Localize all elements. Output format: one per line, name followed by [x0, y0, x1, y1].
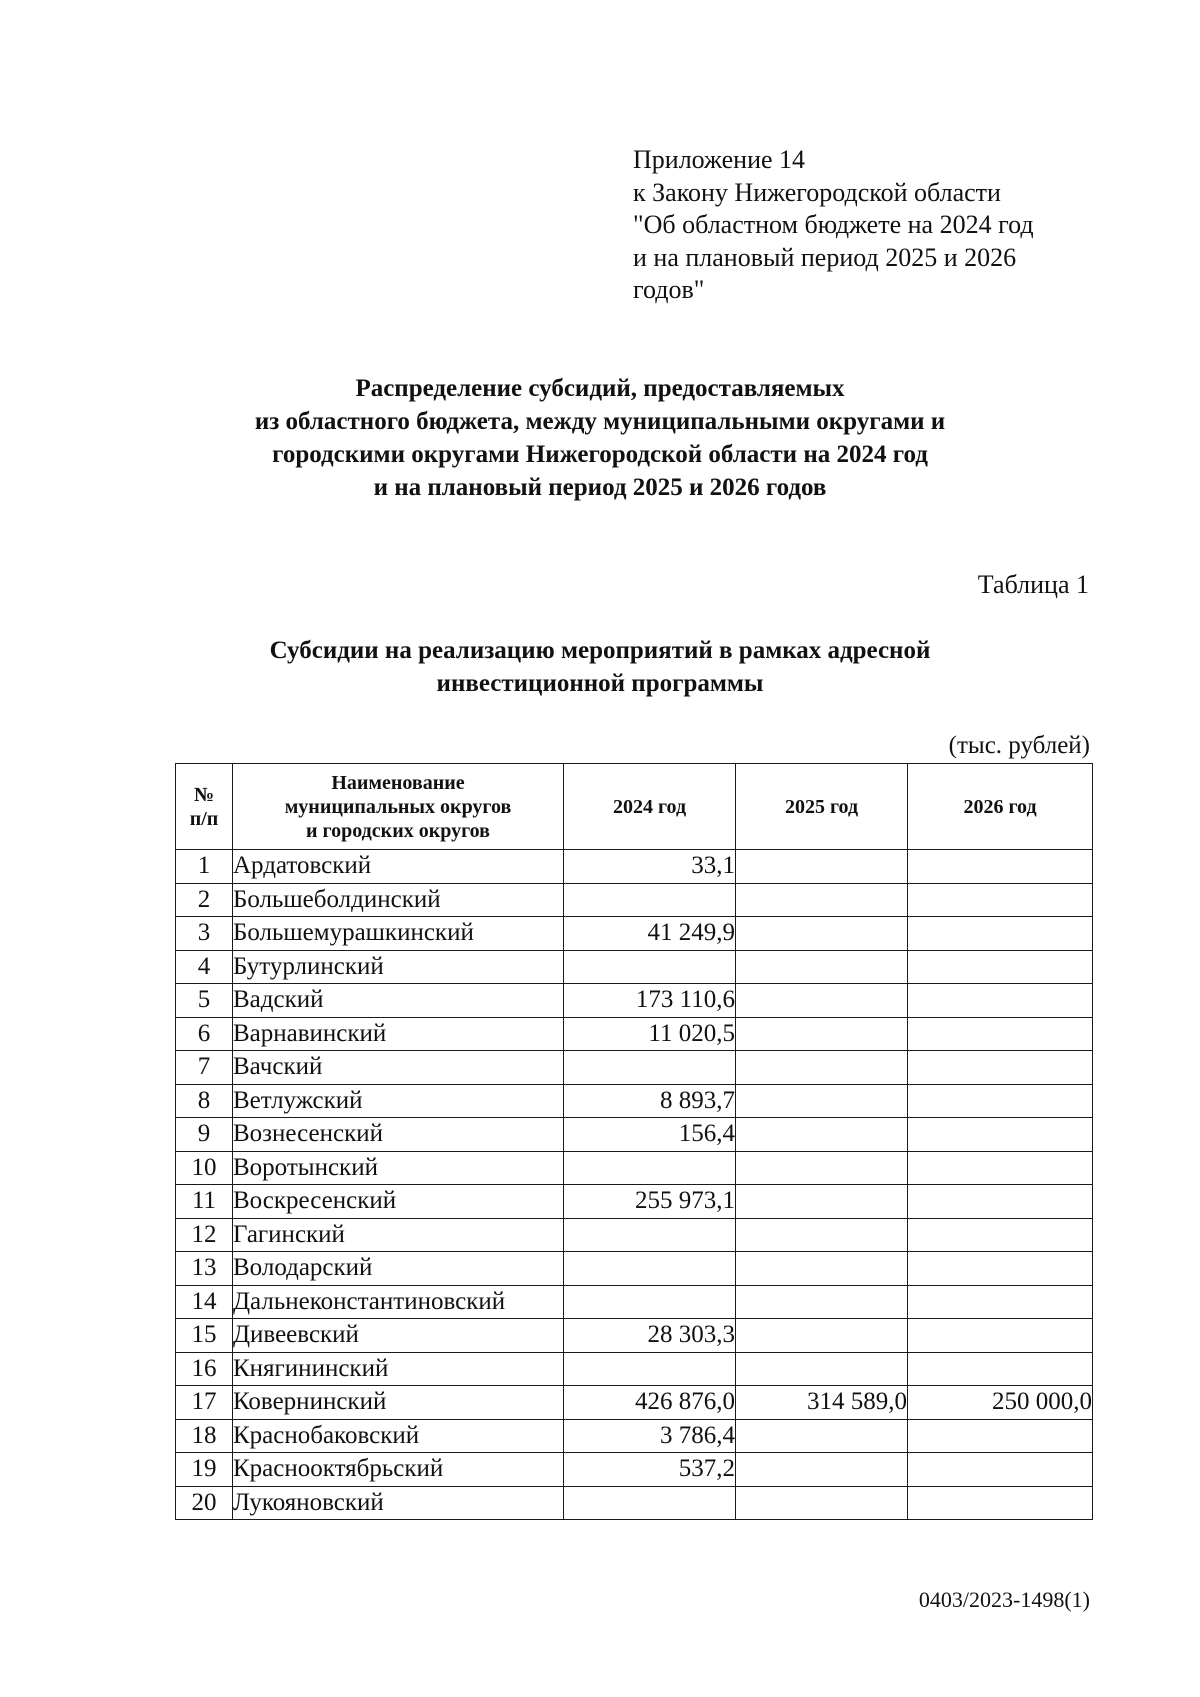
table-row	[176, 883, 1093, 917]
value-2025	[736, 1419, 908, 1453]
value-2024: 156,4	[564, 1118, 736, 1152]
value-2025	[736, 1285, 908, 1319]
district-name: Дивеевский	[233, 1319, 564, 1353]
district-name: Гагинский	[233, 1218, 564, 1252]
table-row	[176, 1419, 1093, 1453]
header-2024: 2024 год	[564, 764, 736, 850]
header-name-line: муниципальных округов	[284, 795, 512, 818]
value-2025	[736, 1185, 908, 1219]
value-2026	[908, 1285, 1093, 1319]
district-name: Дальнеконстантиновский	[233, 1285, 564, 1319]
value-2024: 173 110,6	[564, 984, 736, 1018]
district-name: Краснооктябрьский	[233, 1453, 564, 1487]
header-num-line: №	[193, 783, 215, 806]
table-row	[176, 1051, 1093, 1085]
header-name-line: и городских округов	[306, 819, 490, 842]
district-name: Ветлужский	[233, 1084, 564, 1118]
value-2025	[736, 1319, 908, 1353]
value-2026: 250 000,0	[908, 1386, 1093, 1420]
table-row	[176, 1285, 1093, 1319]
row-number: 1	[176, 850, 233, 884]
value-2025	[736, 1453, 908, 1487]
value-2024	[564, 1252, 736, 1286]
district-name: Володарский	[233, 1252, 564, 1286]
row-number: 18	[176, 1419, 233, 1453]
value-2025	[736, 1218, 908, 1252]
value-2024: 8 893,7	[564, 1084, 736, 1118]
district-name: Княгининский	[233, 1352, 564, 1386]
row-number: 12	[176, 1218, 233, 1252]
district-name: Ардатовский	[233, 850, 564, 884]
value-2025	[736, 850, 908, 884]
subsidy-table	[175, 763, 1093, 1520]
district-name: Большеболдинский	[233, 883, 564, 917]
header-name	[233, 764, 564, 850]
value-2025	[736, 950, 908, 984]
value-2024: 28 303,3	[564, 1319, 736, 1353]
district-name: Лукояновский	[233, 1486, 564, 1520]
district-name: Вознесенский	[233, 1118, 564, 1152]
value-2025	[736, 1017, 908, 1051]
table-row	[176, 1017, 1093, 1051]
document-title	[150, 372, 1050, 504]
district-name: Вадский	[233, 984, 564, 1018]
value-2024	[564, 1151, 736, 1185]
table-row	[176, 984, 1093, 1018]
value-2025	[736, 1352, 908, 1386]
value-2026	[908, 1486, 1093, 1520]
table-row	[176, 1453, 1093, 1487]
value-2024	[564, 1486, 736, 1520]
row-number: 3	[176, 917, 233, 951]
value-2026	[908, 1252, 1093, 1286]
value-2024: 11 020,5	[564, 1017, 736, 1051]
value-2026	[908, 1319, 1093, 1353]
district-name: Бутурлинский	[233, 950, 564, 984]
value-2024	[564, 950, 736, 984]
header-2026: 2026 год	[908, 764, 1093, 850]
subtitle-line: Субсидии на реализацию мероприятий в рамках адресной	[269, 637, 931, 664]
table-row	[176, 1352, 1093, 1386]
value-2024	[564, 883, 736, 917]
row-number: 6	[176, 1017, 233, 1051]
district-name: Вачский	[233, 1051, 564, 1085]
value-2024: 33,1	[564, 850, 736, 884]
value-2025	[736, 1084, 908, 1118]
row-number: 13	[176, 1252, 233, 1286]
table-row	[176, 950, 1093, 984]
value-2026	[908, 1453, 1093, 1487]
district-name: Воскресенский	[233, 1185, 564, 1219]
value-2026	[908, 950, 1093, 984]
table-header-row	[176, 764, 1093, 850]
title-line: и на плановый период 2025 и 2026 годов	[373, 474, 827, 501]
value-2026	[908, 1185, 1093, 1219]
value-2024	[564, 1051, 736, 1085]
appendix-line: "Об областном бюджете на 2024 год	[633, 210, 1034, 239]
value-2025	[736, 1118, 908, 1152]
table-row	[176, 1118, 1093, 1152]
value-2025: 314 589,0	[736, 1386, 908, 1420]
value-2026	[908, 850, 1093, 884]
row-number: 14	[176, 1285, 233, 1319]
row-number: 5	[176, 984, 233, 1018]
value-2024: 41 249,9	[564, 917, 736, 951]
header-num-line: п/п	[189, 807, 219, 830]
table-label: Таблица 1	[977, 570, 1089, 599]
value-2026	[908, 1419, 1093, 1453]
value-2025	[736, 1486, 908, 1520]
value-2025	[736, 1051, 908, 1085]
district-name: Ковернинский	[233, 1386, 564, 1420]
document-code: 0403/2023-1498(1)	[918, 1587, 1090, 1612]
appendix-line: Приложение 14	[633, 145, 806, 174]
appendix-line: к Закону Нижегородской области	[633, 177, 1001, 207]
value-2026	[908, 1084, 1093, 1118]
table-row	[176, 1386, 1093, 1420]
district-name: Большемурашкинский	[233, 917, 564, 951]
header-num	[176, 764, 233, 850]
value-2026	[908, 1151, 1093, 1185]
table-row	[176, 1218, 1093, 1252]
row-number: 16	[176, 1352, 233, 1386]
appendix-line: годов"	[633, 275, 705, 304]
value-2024	[564, 1285, 736, 1319]
value-2024: 255 973,1	[564, 1185, 736, 1219]
title-line: городскими округами Нижегородской области на 2024 год	[272, 441, 928, 468]
row-number: 8	[176, 1084, 233, 1118]
value-2025	[736, 883, 908, 917]
value-2025	[736, 1151, 908, 1185]
value-2024	[564, 1218, 736, 1252]
table-row	[176, 1486, 1093, 1520]
subtitle-line: инвестиционной программы	[436, 670, 764, 697]
table-row	[176, 1151, 1093, 1185]
row-number: 17	[176, 1386, 233, 1420]
row-number: 4	[176, 950, 233, 984]
header-name-line: Наименование	[331, 771, 465, 794]
value-2026	[908, 1118, 1093, 1152]
table-row	[176, 1252, 1093, 1286]
value-2025	[736, 984, 908, 1018]
value-2026	[908, 984, 1093, 1018]
district-name: Варнавинский	[233, 1017, 564, 1051]
value-2025	[736, 917, 908, 951]
value-2026	[908, 1051, 1093, 1085]
value-2024: 537,2	[564, 1453, 736, 1487]
value-2024	[564, 1352, 736, 1386]
row-number: 15	[176, 1319, 233, 1353]
table-title	[150, 634, 1050, 700]
title-line: Распределение субсидий, предоставляемых	[355, 375, 845, 402]
value-2024: 426 876,0	[564, 1386, 736, 1420]
header-2025: 2025 год	[736, 764, 908, 850]
units-label: (тыс. рублей)	[948, 732, 1090, 759]
row-number: 20	[176, 1486, 233, 1520]
row-number: 2	[176, 883, 233, 917]
row-number: 7	[176, 1051, 233, 1085]
district-name: Воротынский	[233, 1151, 564, 1185]
value-2026	[908, 1352, 1093, 1386]
value-2026	[908, 917, 1093, 951]
table-row	[176, 1185, 1093, 1219]
row-number: 9	[176, 1118, 233, 1152]
district-name: Краснобаковский	[233, 1419, 564, 1453]
table-body	[176, 850, 1093, 1520]
title-line: из областного бюджета, между муниципальными округами и	[254, 408, 946, 435]
row-number: 19	[176, 1453, 233, 1487]
value-2025	[736, 1252, 908, 1286]
value-2026	[908, 1218, 1093, 1252]
table-row	[176, 1084, 1093, 1118]
value-2026	[908, 883, 1093, 917]
table-row	[176, 917, 1093, 951]
table-row	[176, 850, 1093, 884]
value-2024: 3 786,4	[564, 1419, 736, 1453]
appendix-note	[633, 144, 1103, 307]
row-number: 10	[176, 1151, 233, 1185]
row-number: 11	[176, 1185, 233, 1219]
appendix-line: и на плановый период 2025 и 2026	[633, 242, 1017, 272]
table-row	[176, 1319, 1093, 1353]
value-2026	[908, 1017, 1093, 1051]
